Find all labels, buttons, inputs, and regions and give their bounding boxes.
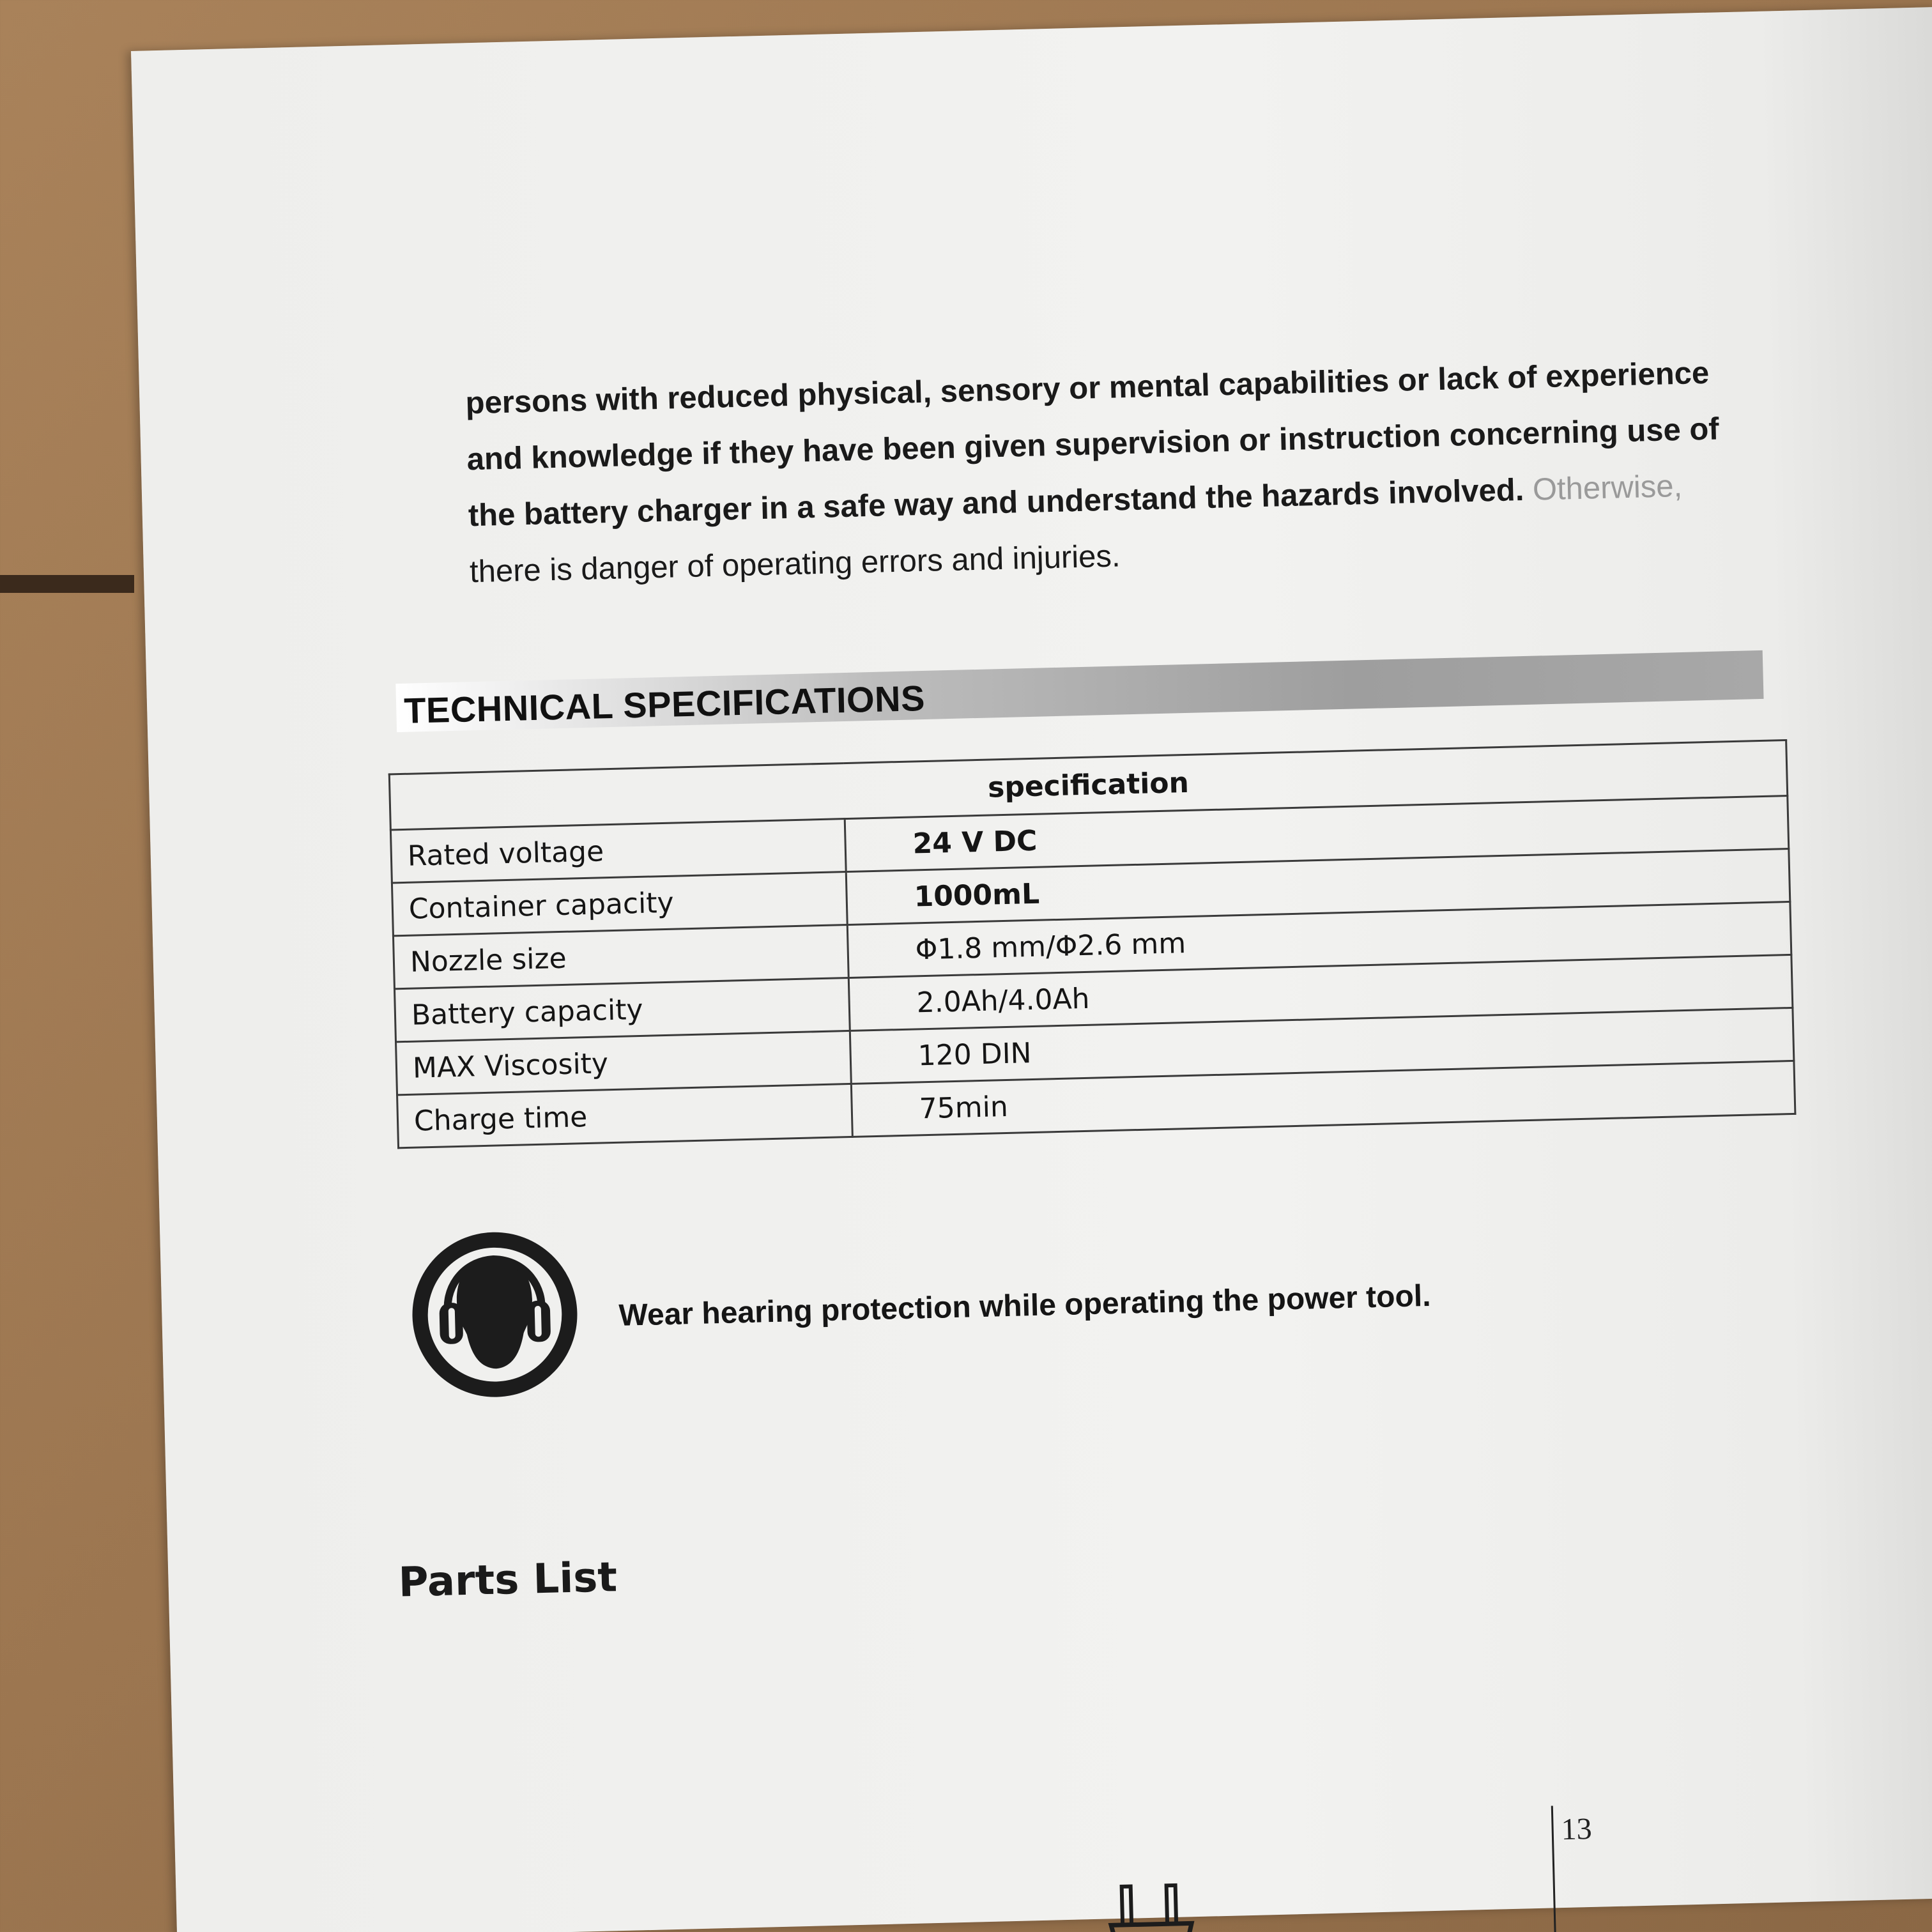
plug-icon [1102,1878,1200,1932]
section-heading-bar [395,650,1763,732]
hearing-warning-text: Wear hearing protection while operating the power tool. [618,1278,1432,1333]
spec-value: 120 DIN [850,1008,1794,1084]
hearing-warning [409,1202,1690,1412]
spec-label: Nozzle size [393,925,848,989]
spec-label: Charge time [397,1084,853,1147]
spec-value: Φ1.8 mm/Φ2.6 mm [847,901,1791,977]
section-heading: TECHNICAL SPECIFICATIONS [403,677,926,731]
desk-background [0,575,134,593]
spec-label: Battery capacity [394,977,850,1041]
spec-table-header: specification [389,740,1787,830]
manual-page [131,7,1932,1932]
intro-line-3-tail: Otherwise, [1532,468,1683,507]
parts-list-heading: Parts List [397,1554,618,1607]
spec-value: 1000mL [846,848,1790,924]
page-number: 13 [1561,1811,1593,1847]
spec-value: 2.0Ah/4.0Ah [848,954,1793,1031]
intro-paragraph [465,339,1932,600]
spec-value: 24 V DC [845,796,1789,872]
page-divider [1551,1805,1556,1932]
intro-line-4: there is danger of operating errors and injuries. [469,539,1121,590]
spec-label: Rated voltage [390,819,846,883]
spec-value: 75min [851,1061,1795,1137]
spec-table [388,739,1797,1149]
intro-line-1: persons with reduced physical, sensory or mental capabilities or lack of experience [464,355,1710,421]
spec-label: MAX Viscosity [396,1031,852,1094]
hearing-protection-icon [409,1229,580,1400]
spec-label: Container capacity [392,872,847,936]
intro-line-2: and knowledge if they have been given supervision or instruction concerning use of [466,411,1720,477]
intro-line-3-bold: the battery charger in a safe way and understand the hazards involved. [468,472,1524,533]
